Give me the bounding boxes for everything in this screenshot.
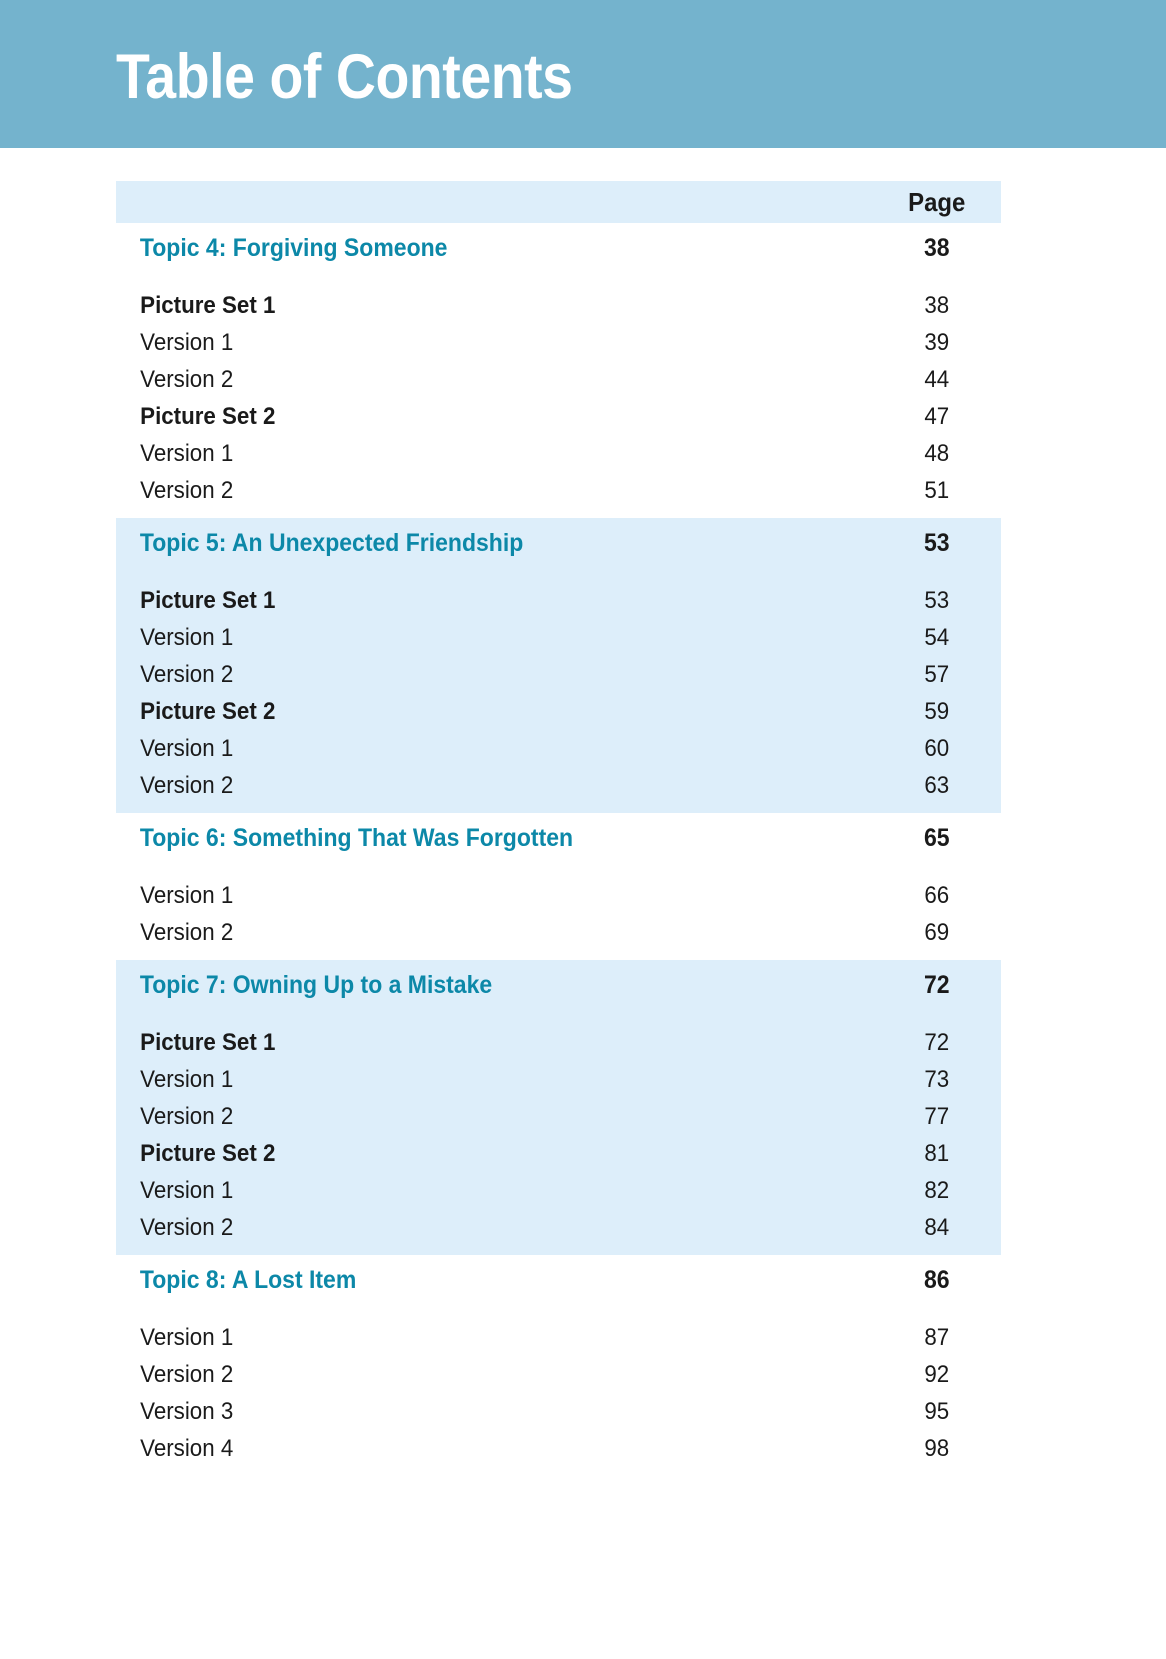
picture-set-row[interactable] — [116, 287, 1001, 324]
picture-set-row[interactable] — [116, 582, 1001, 619]
row-spacer — [116, 273, 1001, 287]
entry-label: Version 2 — [140, 476, 234, 504]
entry-label: Picture Set 1 — [140, 1028, 276, 1056]
entry-label: Version 1 — [140, 623, 234, 651]
topic-block — [116, 223, 1001, 518]
entry-label: Version 2 — [140, 1102, 234, 1130]
entry-label: Picture Set 2 — [140, 1139, 276, 1167]
topic-block — [116, 813, 1001, 960]
entry-page-number: 84 — [924, 1213, 950, 1241]
entry-label: Version 3 — [140, 1397, 234, 1425]
topic-page-number: 38 — [923, 233, 950, 262]
entry-page-number: 69 — [924, 918, 950, 946]
entry-label: Version 2 — [140, 365, 234, 393]
block-tail-spacer — [116, 1467, 1001, 1476]
topic-row[interactable] — [116, 518, 1001, 568]
block-tail-spacer — [116, 951, 1001, 960]
version-row[interactable] — [116, 1430, 1001, 1467]
entry-page-number: 51 — [924, 476, 950, 504]
picture-set-row[interactable] — [116, 398, 1001, 435]
entry-page-number: 87 — [924, 1323, 950, 1351]
version-row[interactable] — [116, 730, 1001, 767]
topic-page-number: 53 — [923, 528, 950, 557]
entry-page-number: 77 — [924, 1102, 950, 1130]
entry-label: Picture Set 2 — [140, 697, 276, 725]
entry-label: Version 2 — [140, 918, 234, 946]
entry-label: Version 4 — [140, 1434, 234, 1462]
entry-page-number: 57 — [924, 660, 950, 688]
entry-page-number: 73 — [924, 1065, 950, 1093]
entry-page-number: 98 — [924, 1434, 950, 1462]
version-row[interactable] — [116, 914, 1001, 951]
row-spacer — [116, 568, 1001, 582]
topic-page-number: 72 — [923, 970, 950, 999]
row-spacer — [116, 1305, 1001, 1319]
row-spacer — [116, 1010, 1001, 1024]
entry-page-number: 38 — [924, 291, 950, 319]
version-row[interactable] — [116, 324, 1001, 361]
toc-blocks — [116, 223, 1001, 1476]
version-row[interactable] — [116, 435, 1001, 472]
picture-set-row[interactable] — [116, 1135, 1001, 1172]
entry-label: Version 1 — [140, 734, 234, 762]
topic-title: Topic 8: A Lost Item — [139, 1265, 357, 1294]
entry-page-number: 54 — [924, 623, 950, 651]
entry-label: Version 1 — [140, 881, 234, 909]
topic-page-number: 65 — [923, 823, 950, 852]
topic-row[interactable] — [116, 223, 1001, 273]
entry-page-number: 44 — [924, 365, 950, 393]
version-row[interactable] — [116, 361, 1001, 398]
version-row[interactable] — [116, 1393, 1001, 1430]
entry-label: Version 1 — [140, 439, 234, 467]
entry-page-number: 95 — [924, 1397, 950, 1425]
entry-page-number: 47 — [924, 402, 950, 430]
entry-page-number: 92 — [924, 1360, 950, 1388]
entry-label: Version 2 — [140, 660, 234, 688]
entry-label: Version 2 — [140, 1360, 234, 1388]
page-column-header: Page — [908, 186, 966, 217]
entry-label: Version 1 — [140, 328, 234, 356]
entry-page-number: 60 — [924, 734, 950, 762]
topic-title: Topic 5: An Unexpected Friendship — [139, 528, 524, 557]
entry-page-number: 53 — [924, 586, 950, 614]
entry-page-number: 66 — [924, 881, 950, 909]
version-row[interactable] — [116, 1319, 1001, 1356]
version-row[interactable] — [116, 1098, 1001, 1135]
entry-label: Picture Set 2 — [140, 402, 276, 430]
topic-row[interactable] — [116, 960, 1001, 1010]
topic-row[interactable] — [116, 1255, 1001, 1305]
version-row[interactable] — [116, 656, 1001, 693]
entry-label: Version 1 — [140, 1323, 234, 1351]
version-row[interactable] — [116, 472, 1001, 509]
picture-set-row[interactable] — [116, 1024, 1001, 1061]
topic-title: Topic 4: Forgiving Someone — [139, 233, 448, 262]
block-tail-spacer — [116, 804, 1001, 813]
table-header-row — [116, 181, 1001, 223]
entry-label: Version 2 — [140, 1213, 234, 1241]
picture-set-row[interactable] — [116, 693, 1001, 730]
topic-row[interactable] — [116, 813, 1001, 863]
entry-page-number: 72 — [924, 1028, 950, 1056]
version-row[interactable] — [116, 1172, 1001, 1209]
version-row[interactable] — [116, 767, 1001, 804]
version-row[interactable] — [116, 1209, 1001, 1246]
entry-page-number: 59 — [924, 697, 950, 725]
version-row[interactable] — [116, 1061, 1001, 1098]
row-spacer — [116, 863, 1001, 877]
entry-label: Picture Set 1 — [140, 586, 276, 614]
topic-page-number: 86 — [923, 1265, 950, 1294]
topic-block — [116, 1255, 1001, 1476]
topic-block — [116, 518, 1001, 813]
page-banner — [0, 0, 1166, 148]
entry-label: Version 1 — [140, 1065, 234, 1093]
entry-page-number: 39 — [924, 328, 950, 356]
block-tail-spacer — [116, 509, 1001, 518]
block-tail-spacer — [116, 1246, 1001, 1255]
topic-block — [116, 960, 1001, 1255]
page-title: Table of Contents — [116, 42, 573, 112]
entry-page-number: 82 — [924, 1176, 950, 1204]
table-of-contents — [116, 181, 1001, 1476]
topic-title: Topic 6: Something That Was Forgotten — [139, 823, 574, 852]
version-row[interactable] — [116, 1356, 1001, 1393]
entry-page-number: 81 — [924, 1139, 950, 1167]
entry-page-number: 63 — [924, 771, 950, 799]
version-row[interactable] — [116, 619, 1001, 656]
entry-label: Version 2 — [140, 771, 234, 799]
version-row[interactable] — [116, 877, 1001, 914]
entry-page-number: 48 — [924, 439, 950, 467]
entry-label: Picture Set 1 — [140, 291, 276, 319]
entry-label: Version 1 — [140, 1176, 234, 1204]
topic-title: Topic 7: Owning Up to a Mistake — [139, 970, 493, 999]
